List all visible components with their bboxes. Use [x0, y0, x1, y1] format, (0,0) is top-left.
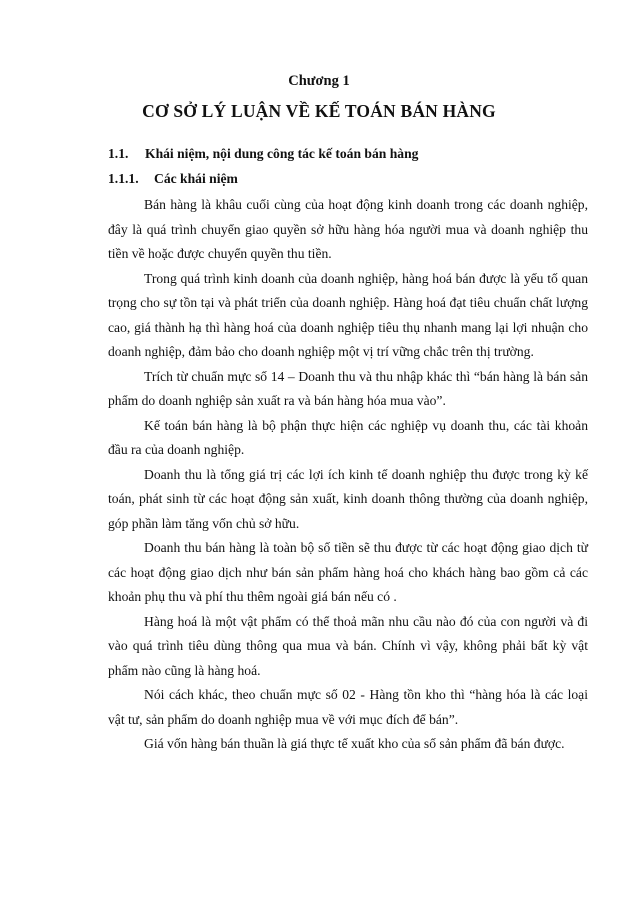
paragraph: Giá vốn hàng bán thuần là giá thực tế xuất kho của số sản phẩm đã bán được. — [144, 736, 565, 751]
subsection-title: Các khái niệm — [154, 171, 238, 186]
subsection-heading — [108, 171, 238, 187]
subsection-number: 1.1.1. — [108, 171, 139, 186]
paragraph: Hàng hoá là một vật phẩm có thể thoả mãn nhu cầu nào đó của con người và đi vào quá trình tiêu dùng thông qua mua và bán. Chính vì vậy, không phải bất kỳ vật phẩm nào cũng là hàng hoá. — [108, 613, 588, 678]
chapter-title: CƠ SỞ LÝ LUẬN VỀ KẾ TOÁN BÁN HÀNG — [142, 101, 496, 121]
paragraph: Nói cách khác, theo chuẩn mực số 02 - Hàng tồn kho thì “hàng hóa là các loại vật tư, sản phẩm do doanh nghiệp mua về với mục đích để bán”. — [108, 687, 588, 727]
paragraph: Doanh thu là tổng giá trị các lợi ích kinh tế doanh nghiệp thu được trong kỳ kế toán, phát sinh từ các hoạt động sản xuất, kinh doanh thông thường của doanh nghiệp, góp phần làm tăng vốn chủ sở hữu. — [108, 466, 588, 531]
section-number: 1.1. — [108, 146, 129, 161]
section-title: Khái niệm, nội dung công tác kế toán bán hàng — [145, 146, 419, 161]
chapter-heading: Chương 1 — [288, 73, 350, 89]
body-text — [108, 193, 588, 757]
paragraph: Bán hàng là khâu cuối cùng của hoạt động kinh doanh trong các doanh nghiệp, đây là quá trình chuyển giao quyền sở hữu hàng hóa người mua và doanh nghiệp thu tiền về hoặc được chuyển quyền thu tiền. — [108, 197, 588, 261]
paragraph: Doanh thu bán hàng là toàn bộ số tiền sẽ thu được từ các hoạt động giao dịch từ các hoạt động giao dịch như bán sản phẩm hàng hoá cho khách hàng bao gồm cả các khoản phụ thu và phí thu thêm ngoài giá bán nếu có . — [108, 540, 588, 604]
paragraph: Trong quá trình kinh doanh của doanh nghiệp, hàng hoá bán được là yếu tố quan trọng cho sự tồn tại và phát triển của doanh nghiệp. Hàng hoá đạt tiêu chuẩn chất lượng cao, giá thành hạ thì hàng hoá của doanh nghiệp tiêu thụ nhanh mang lại lợi nhuận cho doanh nghiệp, đảm bảo cho doanh nghiệp một vị trí vững chắc trên thị trường. — [108, 270, 588, 359]
paragraph: Kế toán bán hàng là bộ phận thực hiện các nghiệp vụ doanh thu, các tài khoản đầu ra của doanh nghiệp. — [108, 417, 588, 457]
section-heading — [108, 146, 418, 162]
paragraph: Trích từ chuẩn mực số 14 – Doanh thu và thu nhập khác thì “bán hàng là bán sản phẩm do doanh nghiệp sản xuất ra và bán hàng hóa mua vào”. — [108, 368, 588, 408]
